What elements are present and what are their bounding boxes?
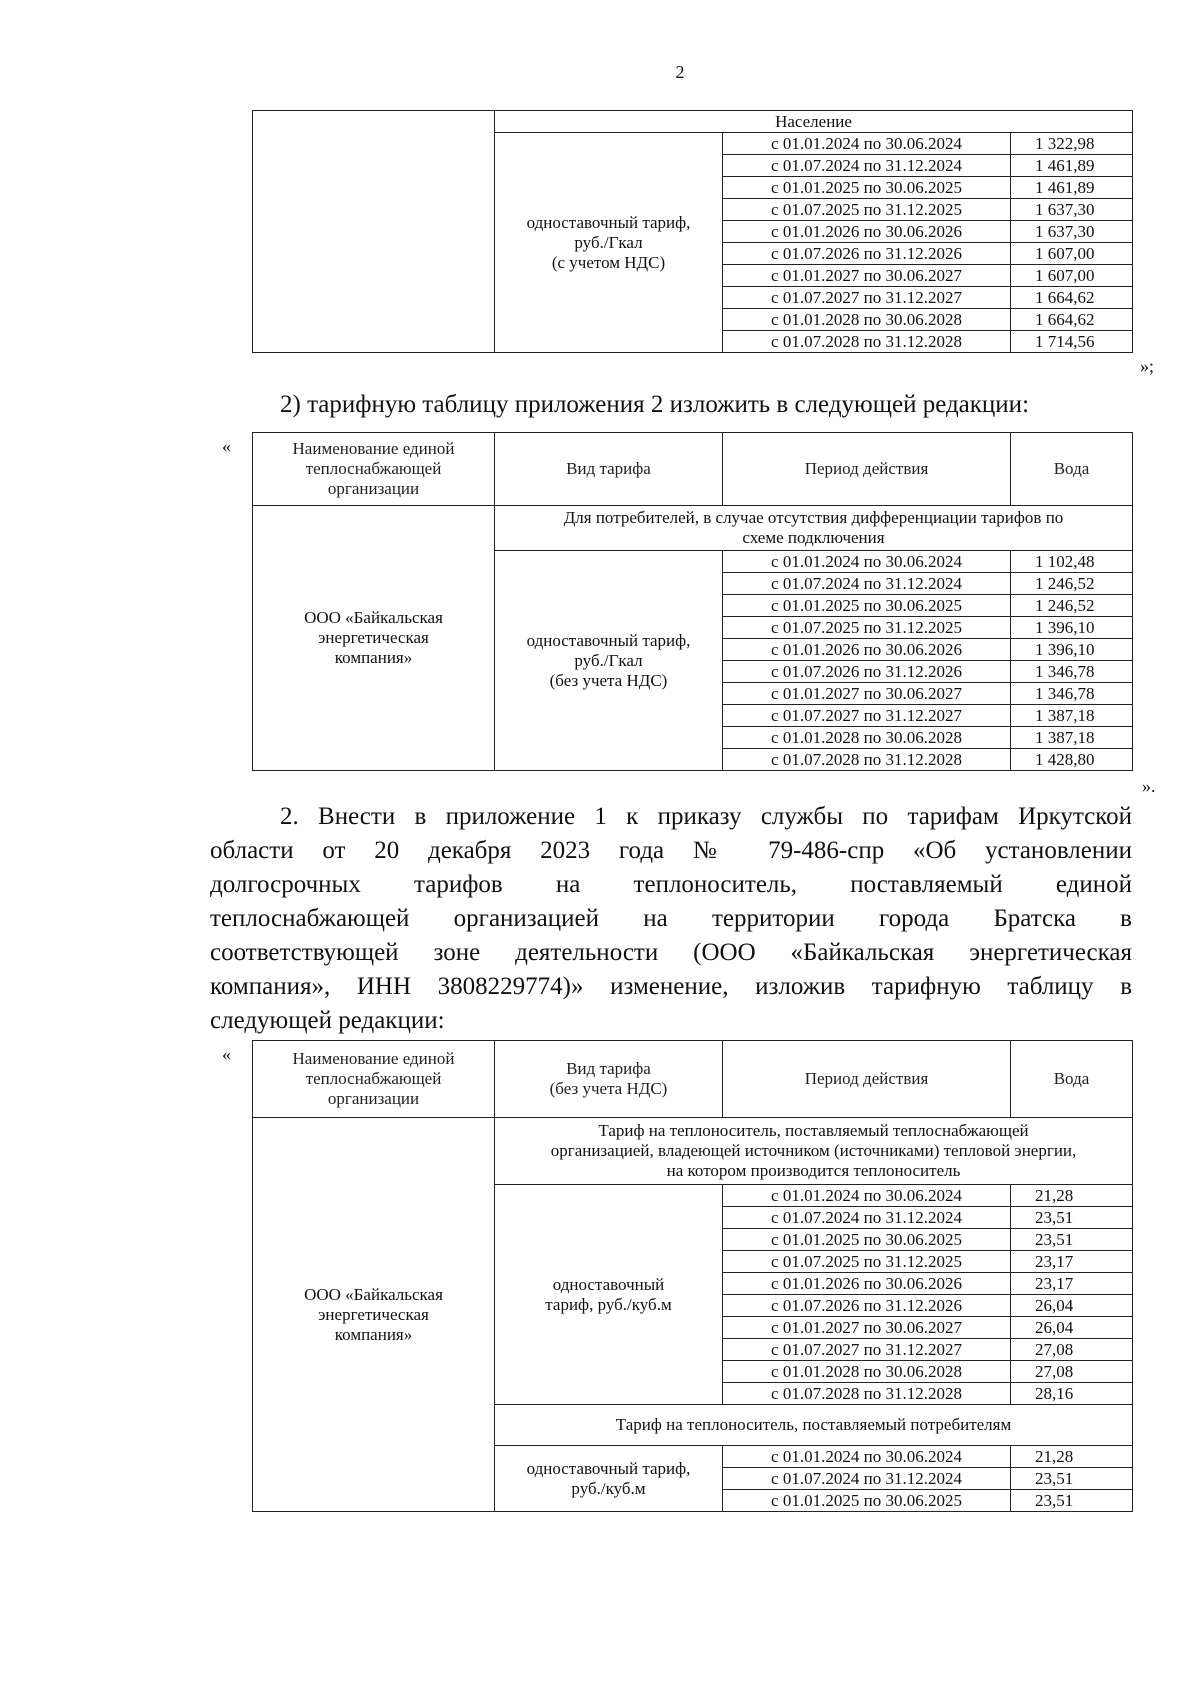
header-org: Наименование единой теплоснабжающей организации: [253, 433, 495, 506]
tariff-type-cell: одноставочный тариф, руб./Гкал (без учета НДС): [495, 551, 723, 771]
value-cell: 1 102,48: [1011, 551, 1133, 573]
value-cell: 1 461,89: [1011, 177, 1133, 199]
period-cell: с 01.07.2025 по 31.12.2025: [723, 1251, 1011, 1273]
value-cell: 28,16: [1011, 1383, 1133, 1405]
header-org: Наименование единой теплоснабжающей организации: [253, 1041, 495, 1118]
period-cell: с 01.07.2027 по 31.12.2027: [723, 1339, 1011, 1361]
period-cell: с 01.07.2027 по 31.12.2027: [723, 705, 1011, 727]
period-cell: с 01.01.2026 по 30.06.2026: [723, 221, 1011, 243]
group-header: Для потребителей, в случае отсутствия дифференциации тарифов по схеме подключения: [495, 506, 1133, 551]
period-cell: с 01.07.2028 по 31.12.2028: [723, 749, 1011, 771]
header-period: Период действия: [723, 1041, 1011, 1118]
value-cell: 26,04: [1011, 1317, 1133, 1339]
value-cell: 1 664,62: [1011, 309, 1133, 331]
value-cell: 1 607,00: [1011, 243, 1133, 265]
header-tariff-kind: Вид тарифа: [495, 433, 723, 506]
table3-open-quote: «: [222, 1044, 231, 1064]
period-cell: с 01.07.2024 по 31.12.2024: [723, 1207, 1011, 1229]
table2-closing-mark: ».: [1142, 776, 1156, 796]
header-value: Вода: [1011, 1041, 1133, 1118]
value-cell: 26,04: [1011, 1295, 1133, 1317]
period-cell: с 01.07.2027 по 31.12.2027: [723, 287, 1011, 309]
value-cell: 27,08: [1011, 1361, 1133, 1383]
value-cell: 1 637,30: [1011, 221, 1133, 243]
period-cell: с 01.01.2028 по 30.06.2028: [723, 309, 1011, 331]
value-cell: 1 246,52: [1011, 595, 1133, 617]
value-cell: 23,51: [1011, 1229, 1133, 1251]
period-cell: с 01.01.2027 по 30.06.2027: [723, 265, 1011, 287]
period-cell: с 01.07.2026 по 31.12.2026: [723, 243, 1011, 265]
period-cell: с 01.07.2028 по 31.12.2028: [723, 1383, 1011, 1405]
period-cell: с 01.01.2024 по 30.06.2024: [723, 551, 1011, 573]
group-header-supplier: Тариф на теплоноситель, поставляемый теплоснабжающей организацией, владеющей источником (источниками) тепловой энергии, на котором производится теплоноситель: [495, 1118, 1133, 1185]
period-cell: с 01.07.2024 по 31.12.2024: [723, 1468, 1011, 1490]
paragraph-item-2-amendment: 2. Внести в приложение 1 к приказу службы по тарифам Иркутской области от 20 декабря 2023 года № 79-486-спр «Об установлении долгосрочных тарифов на теплоноситель, поставляемый единой теплоснабжающей организацией на территории города Братска в соответствующей зоне деятельности (ООО «Байкальская энергетическая компания», ИНН 3808229774)» изменение, изложив тарифную таблицу в следующей редакции:: [210, 803, 1132, 1034]
paragraph-item-2: 2) тарифную таблицу приложения 2 изложить в следующей редакции:: [280, 391, 1030, 418]
value-cell: 21,28: [1011, 1446, 1133, 1468]
period-cell: с 01.07.2025 по 31.12.2025: [723, 199, 1011, 221]
tariff-table-appendix-2: [252, 432, 1133, 771]
value-cell: 1 428,80: [1011, 749, 1133, 771]
header-period: Период действия: [723, 433, 1011, 506]
header-tariff-kind: Вид тарифа (без учета НДС): [495, 1041, 723, 1118]
period-cell: с 01.01.2027 по 30.06.2027: [723, 683, 1011, 705]
value-cell: 1 346,78: [1011, 661, 1133, 683]
value-cell: 21,28: [1011, 1185, 1133, 1207]
period-cell: с 01.07.2024 по 31.12.2024: [723, 573, 1011, 595]
period-cell: с 01.01.2025 по 30.06.2025: [723, 1490, 1011, 1512]
value-cell: 23,51: [1011, 1468, 1133, 1490]
tariff-table-heat-carrier: [252, 1040, 1133, 1512]
value-cell: 23,17: [1011, 1273, 1133, 1295]
value-cell: 1 607,00: [1011, 265, 1133, 287]
value-cell: 27,08: [1011, 1339, 1133, 1361]
period-cell: с 01.01.2026 по 30.06.2026: [723, 1273, 1011, 1295]
period-cell: с 01.01.2028 по 30.06.2028: [723, 1361, 1011, 1383]
period-cell: с 01.01.2024 по 30.06.2024: [723, 1446, 1011, 1468]
tariff-type-cell: одноставочный тариф, руб./куб.м: [495, 1185, 723, 1405]
value-cell: 1 461,89: [1011, 155, 1133, 177]
period-cell: с 01.01.2026 по 30.06.2026: [723, 639, 1011, 661]
period-cell: с 01.07.2028 по 31.12.2028: [723, 331, 1011, 353]
value-cell: 1 387,18: [1011, 705, 1133, 727]
period-cell: с 01.01.2028 по 30.06.2028: [723, 727, 1011, 749]
org-name-cell: ООО «Байкальская энергетическая компания»: [253, 1118, 495, 1512]
tariff-table-population: [252, 110, 1133, 353]
org-cell-empty: [253, 111, 495, 353]
period-cell: с 01.01.2025 по 30.06.2025: [723, 1229, 1011, 1251]
period-cell: с 01.01.2025 по 30.06.2025: [723, 177, 1011, 199]
page-number: 2: [675, 62, 685, 82]
value-cell: 1 396,10: [1011, 617, 1133, 639]
value-cell: 23,51: [1011, 1207, 1133, 1229]
period-cell: с 01.01.2024 по 30.06.2024: [723, 1185, 1011, 1207]
value-cell: 1 322,98: [1011, 133, 1133, 155]
value-cell: 1 714,56: [1011, 331, 1133, 353]
table1-closing-mark: »;: [1140, 356, 1155, 376]
value-cell: 1 346,78: [1011, 683, 1133, 705]
value-cell: 1 396,10: [1011, 639, 1133, 661]
period-cell: с 01.07.2024 по 31.12.2024: [723, 155, 1011, 177]
group-header: Население: [495, 111, 1133, 133]
period-cell: с 01.07.2026 по 31.12.2026: [723, 661, 1011, 683]
value-cell: 1 664,62: [1011, 287, 1133, 309]
value-cell: 23,17: [1011, 1251, 1133, 1273]
value-cell: 1 387,18: [1011, 727, 1133, 749]
period-cell: с 01.01.2025 по 30.06.2025: [723, 595, 1011, 617]
org-name-cell: ООО «Байкальская энергетическая компания»: [253, 506, 495, 771]
value-cell: 1 246,52: [1011, 573, 1133, 595]
period-cell: с 01.01.2027 по 30.06.2027: [723, 1317, 1011, 1339]
period-cell: с 01.07.2025 по 31.12.2025: [723, 617, 1011, 639]
header-value: Вода: [1011, 433, 1133, 506]
period-cell: с 01.01.2024 по 30.06.2024: [723, 133, 1011, 155]
value-cell: 1 637,30: [1011, 199, 1133, 221]
group-header-consumers: Тариф на теплоноситель, поставляемый потребителям: [495, 1405, 1133, 1446]
table2-open-quote: «: [222, 436, 231, 456]
tariff-type-cell: одноставочный тариф, руб./Гкал (с учетом НДС): [495, 133, 723, 353]
period-cell: с 01.07.2026 по 31.12.2026: [723, 1295, 1011, 1317]
value-cell: 23,51: [1011, 1490, 1133, 1512]
tariff-type-cell: одноставочный тариф, руб./куб.м: [495, 1446, 723, 1512]
